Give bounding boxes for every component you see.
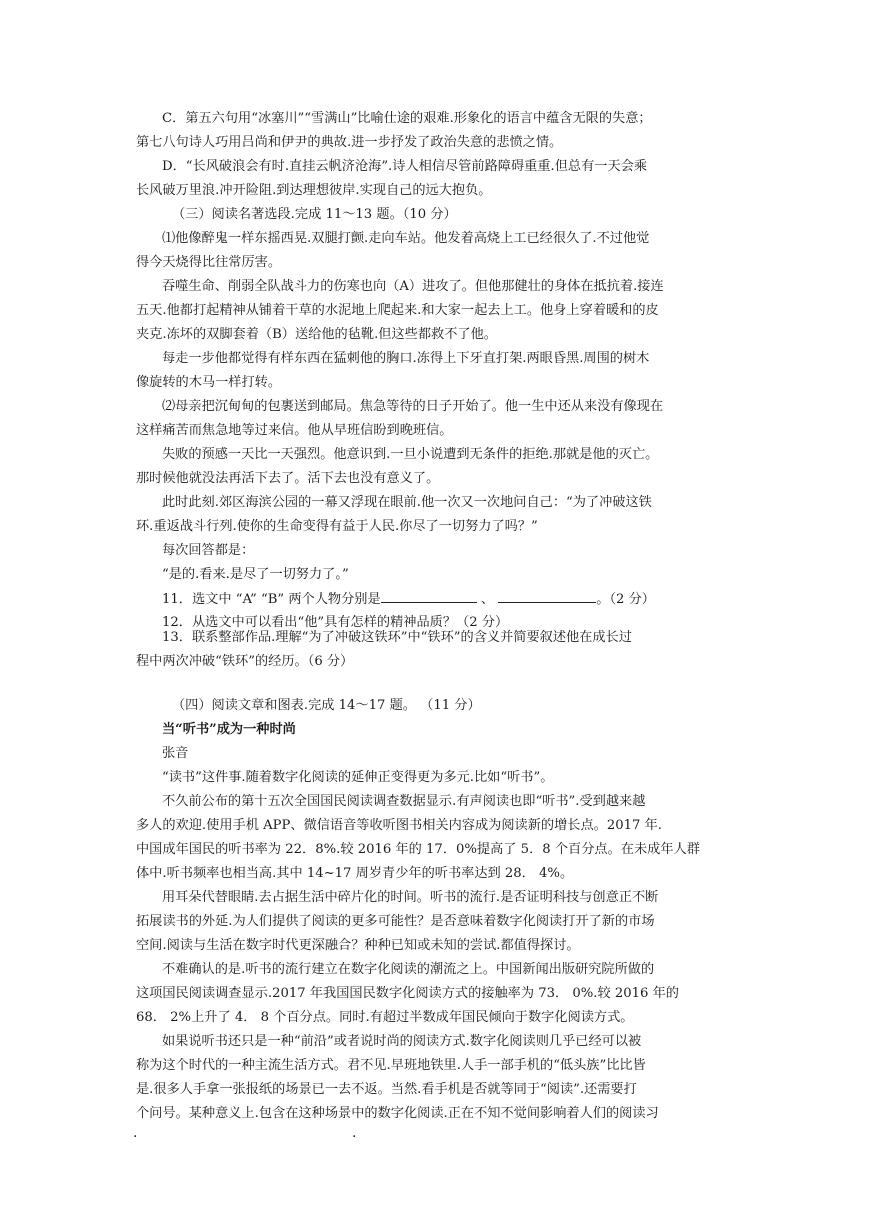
question-13-line2: 程中两次冲破“铁环”的经历。（6 分） (136, 654, 354, 669)
excerpt2-para1-line1: ⑵母亲把沉甸甸的包裹送到邮局。焦急等待的日子开始了。他一生中还从来没有像现在 (162, 399, 664, 414)
option-c-line2: 第七八句诗人巧用吕尚和伊尹的典故.进一步抒发了政治失意的悲愤之情。 (136, 135, 563, 150)
article-para3-line2: 拓展读书的外延.为人们提供了阅读的更多可能性？是否意味着数字化阅读打开了新的市场 (136, 914, 655, 929)
answer-blank-b[interactable] (498, 587, 596, 603)
article-para2-line3: 中国成年国民的听书率为 22．8%.较 2016 年的 17．0%提高了 5．8 个百分点。在未成年人群 (136, 842, 700, 857)
article-para5-line2: 称为这个时代的一种主流生活方式。君不见.早班地铁里.人手一部手机的“低头族”比比皆 (136, 1058, 646, 1073)
article-para3-line1: 用耳朵代替眼睛.去占据生活中碎片化的时间。听书的流行.是否证明科技与创意正不断 (162, 890, 659, 905)
article-title: 当“听书”成为一种时尚 (162, 722, 296, 737)
excerpt2-para3-line2: 环.重返战斗行列.使你的生命变得有益于人民.你尽了一切努力了吗？” (136, 519, 538, 534)
question-11-separator: 、 (480, 592, 495, 607)
excerpt1-para3-line1: 每走一步他都觉得有样东西在猛刺他的胸口.冻得上下牙直打架.两眼昏黑.周围的树木 (162, 351, 650, 366)
excerpt1-para2-line2: 五天.他都打起精神从铺着干草的水泥地上爬起来.和大家一起去上工。他身上穿着暖和的皮 (136, 303, 659, 318)
question-13-line1: 13．联系整部作品.理解“为了冲破这铁环”中“铁环”的含义并简要叙述他在成长过 (162, 630, 632, 645)
excerpt2-para5: “是的.看来.是尽了一切努力了。” (162, 567, 349, 582)
option-c-line1: C．第五六句用“冰塞川”“雪满山”比喻仕途的艰难.形象化的语言中蕴含无限的失意； (162, 111, 652, 126)
article-para2-line2: 多人的欢迎.使用手机 APP、微信语音等收听图书相关内容成为阅读新的增长点。2017 年. (136, 818, 662, 833)
article-para5-line4: 个问号。某种意义上.包含在这种场景中的数字化阅读.正在不知不觉间影响着人们的阅读习 (136, 1106, 659, 1121)
footer-dot-right: . (352, 1125, 357, 1141)
excerpt1-para2-line3: 夹克.冻坏的双脚套着（B）送给他的毡靴.但这些都救不了他。 (136, 327, 497, 342)
excerpt1-para1-line1: ⑴他像醉鬼一样东摇西晃.双腿打颤.走向车站。他发着高烧上工已经很久了.不过他觉 (162, 231, 650, 246)
article-para3-line3: 空间.阅读与生活在数字时代更深融合？种种已知或未知的尝试.都值得探讨。 (136, 938, 580, 953)
excerpt1-para3-line2: 像旋转的木马一样打转。 (136, 375, 282, 390)
option-d-line1: D．“长风破浪会有时.直挂云帆济沧海”.诗人相信尽管前路障碍重重.但总有一天会乘 (162, 159, 648, 174)
excerpt2-para4: 每次回答都是： (162, 543, 255, 558)
article-para4-line3: 68． 2%上升了 4． 8 个百分点。同时.有超过半数成年国民倾向于数字化阅读方式。 (136, 1010, 634, 1025)
question-12: 12．从选文中可以看出“他”具有怎样的精神品质？（2 分） (162, 615, 509, 630)
section-three (136, 203, 740, 635)
question-11-text: 11．选文中 “A” “B” 两个人物分别是 (162, 592, 381, 607)
article-para5-line3: 是.很多人手拿一张报纸的场景已一去不返。当然.看手机是否就等同于“阅读”.还需要打 (136, 1082, 637, 1097)
article-para2-line4: 体中.听书频率也相当高.其中 14~17 周岁青少年的听书率达到 28． 4%。 (136, 866, 574, 881)
article-para2-line1: 不久前公布的第十五次全国国民阅读调查数据显示.有声阅读也即“听书”.受到越来越 (162, 794, 646, 809)
article-para1: “读书”这件事.随着数字化阅读的延伸正变得更为多元.比如“听书”。 (162, 770, 554, 785)
question-11-end: 。（2 分） (596, 592, 655, 607)
excerpt2-para2-line1: 失败的预感一天比一天强烈。他意识到.一旦小说遭到无条件的拒绝.那就是他的灭亡。 (162, 447, 659, 462)
question-13-block (136, 626, 740, 674)
article-para5-line1: 如果说听书还只是一种“前沿”或者说时尚的阅读方式.数字化阅读则几乎已经可以被 (162, 1034, 642, 1049)
article-para4-line1: 不难确认的是.听书的流行建立在数字化阅读的潮流之上。中国新闻出版研究院所做的 (162, 962, 655, 977)
section-three-heading: （三）阅读名著选段.完成 11～13 题。（10 分） (172, 207, 457, 222)
section-four-heading: （四）阅读文章和图表.完成 14～17 题。 （11 分） (172, 698, 481, 713)
article-author: 张音 (162, 746, 189, 761)
article-para4-line2: 这项国民阅读调查显示.2017 年我国国民数字化阅读方式的接触率为 73． 0%.较 2016 年的 (136, 986, 679, 1001)
excerpt2-para3-line1: 此时此刻.郊区海滨公园的一幕又浮现在眼前.他一次又一次地问自己：“为了冲破这铁 (162, 495, 652, 510)
option-d-line2: 长风破万里浪.冲开险阻.到达理想彼岸.实现自己的远大抱负。 (136, 183, 492, 198)
excerpt2-para2-line2: 那时候他就没法再活下去了。活下去也没有意义了。 (136, 471, 440, 486)
excerpt1-para2-line1: 吞噬生命、削弱全队战斗力的伤寒也向（A）进攻了。但他那健壮的身体在抵抗着.接连 (162, 279, 664, 294)
answer-options (136, 107, 740, 203)
answer-blank-a[interactable] (381, 587, 477, 603)
excerpt1-para1-line2: 得今天烧得比往常厉害。 (136, 255, 282, 270)
excerpt2-para1-line2: 这样痛苦而焦急地等过来信。他从早班信盼到晚班信。 (136, 423, 453, 438)
question-11 (162, 587, 740, 611)
section-four (136, 694, 740, 1126)
footer-dot-left: . (133, 1125, 138, 1141)
